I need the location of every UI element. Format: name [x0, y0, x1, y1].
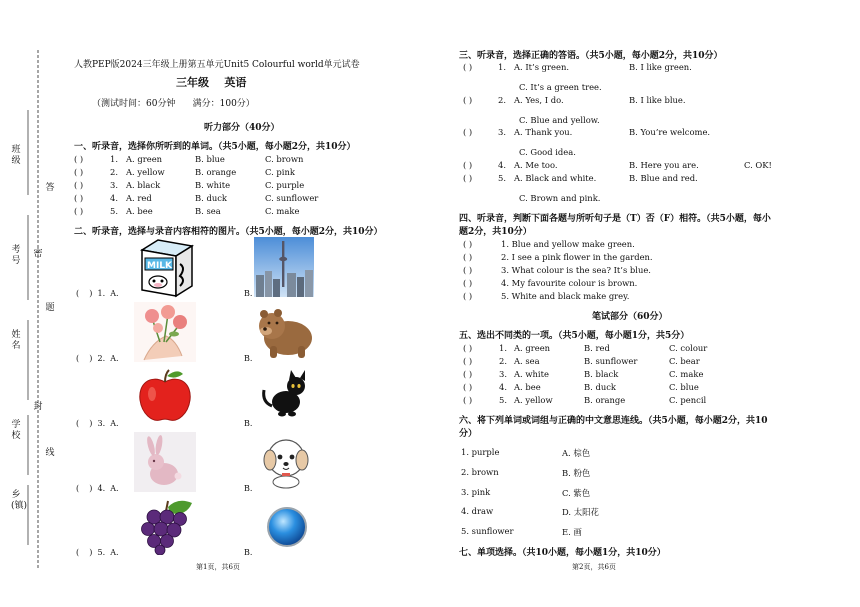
page-1-footer: 第1页，共6页	[196, 563, 240, 571]
city-tower-picture	[254, 237, 314, 297]
answer-blank[interactable]: ( )	[463, 173, 473, 183]
cat-picture	[258, 366, 316, 422]
answer-blank[interactable]: ( )	[463, 382, 473, 392]
grade-subject: 三年级 英语	[176, 76, 247, 89]
answer-blank[interactable]: ( )	[463, 239, 473, 249]
answer-blank[interactable]: ( )	[463, 356, 473, 366]
flowers-picture	[134, 302, 196, 362]
picture-question-label: ( ) 2. A.	[76, 354, 119, 363]
option-b-label: B.	[244, 354, 253, 363]
option-b-label: B.	[244, 419, 253, 428]
answer-blank[interactable]: ( )	[74, 180, 84, 190]
answer-blank[interactable]: ( )	[463, 95, 473, 105]
binding-lines	[0, 0, 70, 607]
grapes-picture	[134, 497, 196, 555]
section-6-title: 六、将下列单词或词组与正确的中文意思连线。（共5小题，每小题2分，共10	[459, 416, 768, 426]
answer-blank[interactable]: ( )	[463, 160, 473, 170]
school-label: 学校	[11, 420, 21, 441]
answer-blank[interactable]: ( )	[463, 395, 473, 405]
section-7-title: 七、单项选择。（共10小题，每小题1分，共10分）	[459, 548, 666, 558]
answer-blank[interactable]: ( )	[463, 278, 473, 288]
picture-question-label: ( ) 1. A.	[76, 289, 119, 298]
town-label: 乡(镇)	[11, 490, 28, 511]
section-5-title: 五、选出不同类的一项。（共5小题，每小题1分，共5分）	[459, 331, 690, 341]
option-b-label: B.	[244, 289, 253, 298]
answer-blank[interactable]: ( )	[74, 206, 84, 216]
exam-number-label: 考号	[11, 245, 21, 266]
section-4-title-cont: 题2分，共10分）	[459, 227, 532, 237]
answer-blank[interactable]: ( )	[463, 343, 473, 353]
answer-blank[interactable]: ( )	[463, 127, 473, 137]
seal-word-3: 题	[45, 303, 55, 313]
written-header: 笔试部分（60分）	[592, 312, 668, 322]
picture-question-label: ( ) 4. A.	[76, 484, 119, 493]
section-6-title-cont: 分）	[459, 429, 478, 439]
section-4-title: 四、听录音，判断下面各题与所听句子是（T）否（F）相符。（共5小题，每小	[459, 214, 771, 224]
option-b-label: B.	[244, 484, 253, 493]
dog-picture	[256, 432, 316, 490]
seal-word-4: 封	[33, 402, 43, 412]
name-label: 姓名	[11, 330, 21, 351]
section-3-title: 三、听录音，选择正确的答语。（共5小题，每小题2分，共10分）	[459, 51, 723, 61]
section-2-title: 二、听录音，选择与录音内容相符的图片。（共5小题，每小题2分，共10分）	[74, 227, 383, 237]
listening-header: 听力部分（40分）	[204, 123, 280, 133]
picture-question-label: ( ) 3. A.	[76, 419, 119, 428]
answer-blank[interactable]: ( )	[74, 193, 84, 203]
class-label: 班级	[11, 145, 21, 166]
page-2-footer: 第2页，共6页	[572, 563, 616, 571]
milk-carton-picture	[134, 236, 196, 298]
picture-question-label: ( ) 5. A.	[76, 548, 119, 557]
answer-blank[interactable]: ( )	[463, 62, 473, 72]
bear-picture	[254, 302, 316, 360]
answer-blank[interactable]: ( )	[463, 369, 473, 379]
answer-blank[interactable]: ( )	[463, 265, 473, 275]
answer-blank[interactable]: ( )	[463, 291, 473, 301]
seal-word-2: 密	[33, 249, 43, 259]
option-b-label: B.	[244, 548, 253, 557]
rabbit-picture	[134, 432, 196, 492]
exam-title: 人教PEP版2024三年级上册第五单元Unit5 Colourful world单元试卷	[74, 60, 360, 70]
answer-blank[interactable]: ( )	[463, 252, 473, 262]
seal-word-1: 答	[45, 183, 55, 193]
section-1-title: 一、听录音，选择你所听到的单词。（共5小题，每小题2分，共10分）	[74, 142, 356, 152]
apple-picture	[136, 368, 194, 424]
answer-blank[interactable]: ( )	[74, 154, 84, 164]
seal-word-5: 线	[45, 448, 55, 458]
blue-ball-picture	[266, 504, 308, 550]
svg-text:MILK: MILK	[147, 261, 173, 271]
exam-info: （测试时间：60分钟 满分：100分）	[92, 99, 255, 109]
answer-blank[interactable]: ( )	[74, 167, 84, 177]
